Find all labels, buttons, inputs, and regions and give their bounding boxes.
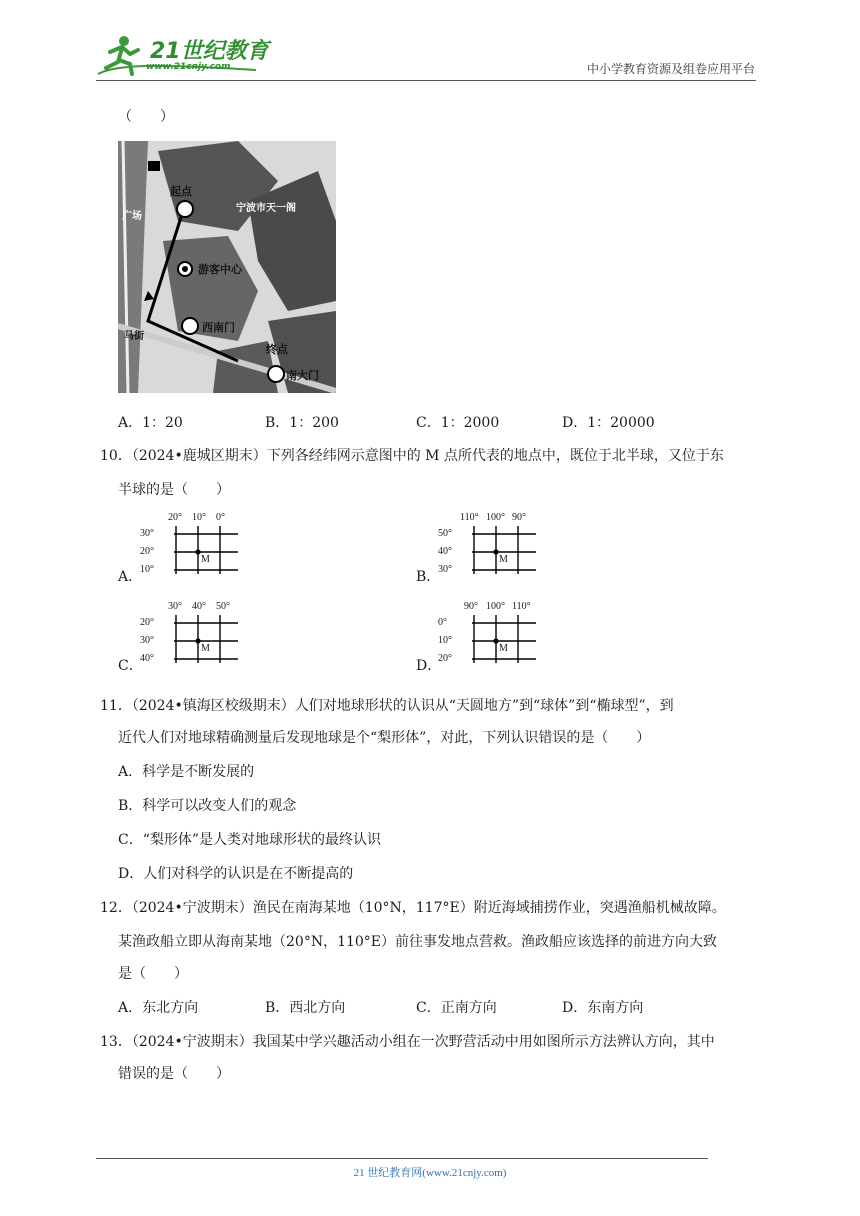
- q10-stem-line2: 半球的是（ ）: [118, 482, 230, 498]
- q11-option-c: C．“梨形体”是人类对地球形状的最终认识: [118, 832, 382, 848]
- grid-b-lon-2: 100°: [486, 512, 505, 523]
- q9-route-map: [118, 141, 336, 393]
- q13-stem-line1: 13．（2024•宁波期末）我国某中学兴趣活动小组在一次野营活动中用如图所示方法辨认方向，其中: [100, 1034, 715, 1050]
- q9-option-c: C．1：2000: [416, 415, 500, 431]
- header-divider: [96, 80, 756, 81]
- q10-stem-line1: 10．（2024•鹿城区期末）下列各经纬网示意图中的 M 点所代表的地点中，既位于北半球，又位于东: [100, 448, 724, 464]
- q12-stem-line1: 12．（2024•宁波期末）渔民在南海某地（10°N，117°E）附近海域捕捞作业，突遇渔船机械故障。: [100, 900, 726, 916]
- q12-option-b: B．西北方向: [265, 1000, 346, 1016]
- map-label-start: 起点: [170, 185, 192, 198]
- grid-b-lon-3: 90°: [512, 512, 526, 523]
- grid-b-lat-2: 40°: [438, 546, 452, 557]
- grid-c-lat-2: 30°: [140, 635, 154, 646]
- q10-option-d-letter: D．: [416, 658, 442, 674]
- grid-c-point-m: M: [201, 643, 210, 654]
- grid-b-point-m: M: [499, 554, 508, 565]
- q12-option-c: C．正南方向: [416, 1000, 497, 1016]
- map-label-street: 马街: [124, 331, 144, 342]
- q10-option-a-letter: A．: [118, 569, 143, 585]
- map-label-visitor-center: 游客中心: [198, 263, 242, 276]
- q10-grid-b: [438, 512, 568, 574]
- grid-b-lat-1: 50°: [438, 528, 452, 539]
- grid-d-lon-1: 90°: [464, 601, 478, 612]
- grid-a-lat-3: 10°: [140, 564, 154, 575]
- map-label-southwest-gate: 西南门: [202, 321, 235, 334]
- footer-divider: [96, 1158, 708, 1159]
- q11-stem-line2: 近代人们对地球精确测量后发现地球是个“梨形体”，对此，下列认识错误的是（ ）: [118, 730, 651, 746]
- q12-option-a: A．东北方向: [118, 1000, 199, 1016]
- q10-grid-d: [438, 601, 568, 663]
- q10-option-c-letter: C．: [118, 658, 143, 674]
- q11-stem-line1: 11．（2024•镇海区校级期末）人们对地球形状的认识从“天圆地方”到“球体”到“椭球型”，到: [100, 698, 674, 714]
- grid-d-lon-3: 110°: [512, 601, 531, 612]
- grid-d-lat-3: 20°: [438, 653, 452, 664]
- q10-grid-c: [140, 601, 270, 663]
- grid-b-lat-3: 30°: [438, 564, 452, 575]
- platform-name: 中小学教育资源及组卷应用平台: [586, 62, 755, 76]
- grid-c-lat-3: 40°: [140, 653, 154, 664]
- grid-c-lon-1: 30°: [168, 601, 182, 612]
- q12-stem-line3: 是（ ）: [118, 966, 188, 982]
- grid-c-lon-2: 40°: [192, 601, 206, 612]
- q10-grid-a: [140, 512, 270, 574]
- map-label-building: 宁波市天一阁: [236, 203, 296, 214]
- q13-stem-line2: 错误的是（ ）: [118, 1066, 230, 1082]
- q9-bracket: （ ）: [118, 109, 174, 125]
- grid-a-lat-1: 30°: [140, 528, 154, 539]
- q9-option-b: B．1：200: [265, 415, 339, 431]
- q11-option-d: D．人们对科学的认识是在不断提高的: [118, 866, 354, 882]
- grid-d-point-m: M: [499, 643, 508, 654]
- grid-a-lon-3: 0°: [216, 512, 225, 523]
- grid-d-lat-1: 0°: [438, 617, 447, 628]
- map-label-south-gate: 南大门: [286, 369, 319, 382]
- grid-c-lat-1: 20°: [140, 617, 154, 628]
- grid-b-lon-1: 110°: [460, 512, 479, 523]
- grid-a-point-m: M: [201, 554, 210, 565]
- footer-link[interactable]: 21 世纪教育网(www.21cnjy.com): [353, 1167, 507, 1179]
- grid-a-lon-1: 20°: [168, 512, 182, 523]
- q9-option-d: D．1：20000: [562, 415, 655, 431]
- q11-option-b: B．科学可以改变人们的观念: [118, 798, 297, 814]
- logo-main-text: 21世纪教育: [150, 39, 269, 64]
- grid-a-lon-2: 10°: [192, 512, 206, 523]
- q12-stem-line2: 某渔政船立即从海南某地（20°N，110°E）前往事发地点营救。渔政船应该选择的前进方向大致: [118, 934, 718, 950]
- logo-sub-text: www.21cnjy.com: [146, 62, 231, 72]
- q12-option-d: D．东南方向: [562, 1000, 644, 1016]
- map-label-square: 广场: [122, 211, 142, 222]
- grid-d-lon-2: 100°: [486, 601, 505, 612]
- q9-option-a: A．1：20: [118, 415, 183, 431]
- q10-option-b-letter: B．: [416, 569, 441, 585]
- grid-d-lat-2: 10°: [438, 635, 452, 646]
- q11-option-a: A．科学是不断发展的: [118, 764, 255, 780]
- map-label-end: 终点: [266, 343, 288, 356]
- grid-c-lon-3: 50°: [216, 601, 230, 612]
- grid-a-lat-2: 20°: [140, 546, 154, 557]
